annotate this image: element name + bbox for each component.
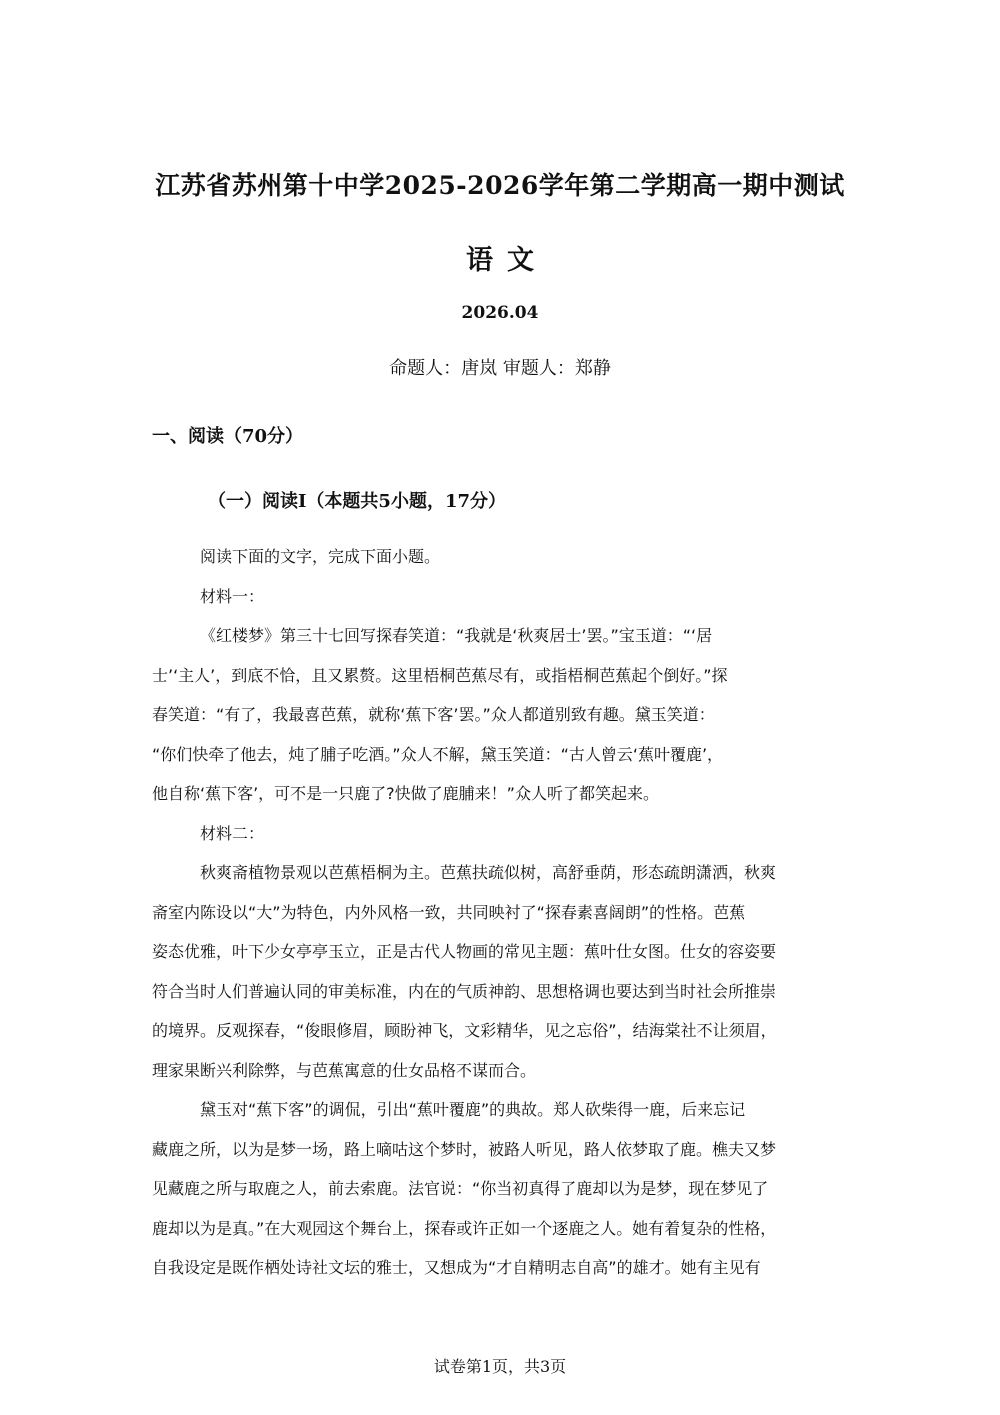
material1-line: “你们快牵了他去，炖了脯子吃酒。”众人不解，黛玉笑道：“古人曾云‘蕉叶覆鹿’， (152, 744, 724, 764)
material2-para2-line: 见藏鹿之所与取鹿之人，前去索鹿。法官说：“你当初真得了鹿却以为是梦，现在梦见了 (152, 1179, 769, 1198)
material2-para2-line: 鹿却以为是真。”在大观园这个舞台上，探春或许正如一个逐鹿之人。她有着复杂的性格， (152, 1218, 777, 1238)
subject-title: 语文 (466, 245, 548, 276)
page-footer: 试卷第1页，共3页 (433, 1357, 567, 1376)
material1-label: 材料一： (200, 586, 265, 606)
material1-line: 春笑道：“有了，我最喜芭蕉，就称‘蕉下客’罢。”众人都道别致有趣。黛玉笑道： (152, 705, 715, 724)
material1-line: 他自称‘蕉下客’，可不是一只鹿了?快做了鹿脯来！”众人听了都笑起来。 (152, 784, 659, 803)
authors-line: 命题人：唐岚 审题人：郑静 (389, 358, 611, 379)
exam-date: 2026.04 (461, 303, 539, 323)
material2-para2-line: 黛玉对“蕉下客”的调侃，引出“蕉叶覆鹿”的典故。郑人砍柴得一鹿，后来忘记 (200, 1100, 746, 1119)
material1-line: 士’‘主人’，到底不恰，且又累赘。这里梧桐芭蕉尽有，或指梧桐芭蕉起个倒好。”探 (152, 665, 728, 685)
material2-para1-line: 符合当时人们普遍认同的审美标准，内在的气质神韵、思想格调也要达到当时社会所推崇 (152, 981, 777, 1001)
material2-para1-line: 理家果断兴利除弊，与芭蕉寓意的仕女品格不谋而合。 (152, 1060, 537, 1080)
exam-title: 江苏省苏州第十中学2025-2026学年第二学期高一期中测试 (155, 171, 845, 200)
material2-para1-line: 斋室内陈设以“大”为特色，内外风格一致，共同映衬了“探春素喜阔朗”的性格。芭蕉 (152, 902, 746, 922)
material2-para2-line: 自我设定是既作栖处诗社文坛的雅士，又想成为“才自精明志自高”的雄才。她有主见有 (152, 1258, 761, 1277)
section-heading: 一、阅读（70分） (152, 426, 304, 447)
material2-label: 材料二： (200, 823, 265, 843)
material2-para1-line: 的境界。反观探春，“俊眼修眉，顾盼神飞，文彩精华，见之忘俗”，结海棠社不让须眉， (152, 1021, 777, 1040)
material2-para2-line: 藏鹿之所，以为是梦一场，路上嘀咕这个梦时，被路人听见，路人依梦取了鹿。樵夫又梦 (152, 1139, 777, 1159)
material2-para1-line: 姿态优雅，叶下少女亭亭玉立，正是古代人物画的常见主题：蕉叶仕女图。仕女的容姿要 (152, 942, 777, 961)
material1-line: 《红楼梦》第三十七回写探春笑道：“我就是‘秋爽居士’罢。”宝玉道：“‘居 (200, 626, 713, 645)
reading-passage (152, 537, 856, 1288)
subsection-heading: （一）阅读Ⅰ（本题共5小题，17分） (208, 491, 506, 512)
material2-para1-line: 秋爽斋植物景观以芭蕉梧桐为主。芭蕉扶疏似树，高舒垂荫，形态疏朗潇洒，秋爽 (200, 863, 777, 882)
instruction-text: 阅读下面的文字，完成下面小题。 (200, 547, 441, 566)
